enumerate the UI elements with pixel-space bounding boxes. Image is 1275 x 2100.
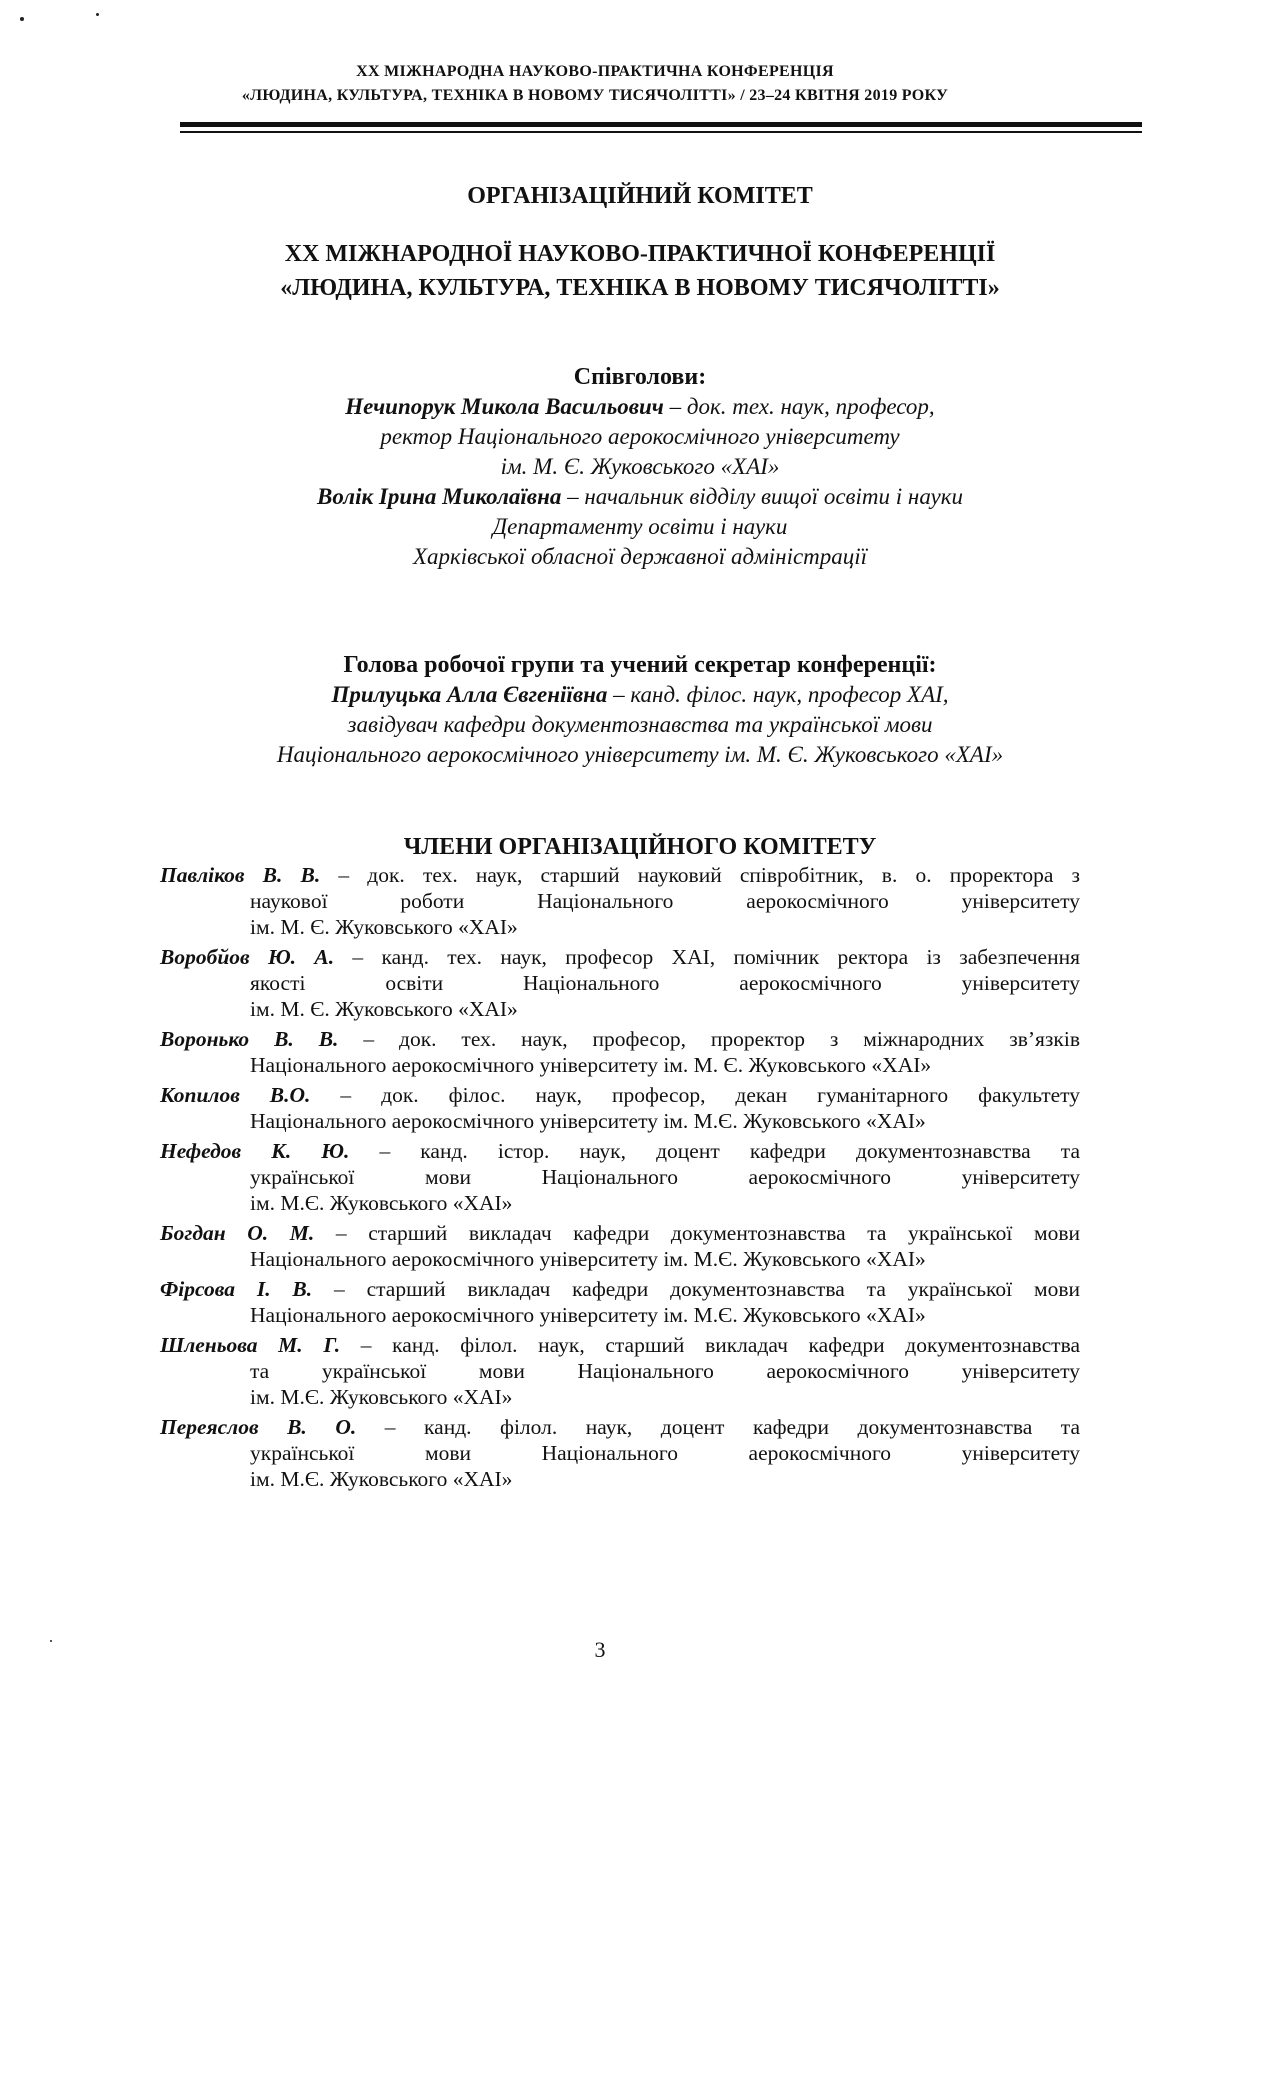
running-header-line-2: «ЛЮДИНА, КУЛЬТУРА, ТЕХНІКА В НОВОМУ ТИСЯЧОЛІТТІ» / 23–24 КВІТНЯ 2019 РОКУ bbox=[241, 87, 949, 104]
conference-title-line-1: XX МІЖНАРОДНОЇ НАУКОВО-ПРАКТИЧНОЇ КОНФЕРЕНЦІЇ bbox=[284, 241, 996, 267]
chair-1-line-3: ім. М. Є. Жуковського «ХАІ» bbox=[500, 454, 780, 479]
member-name: Богдан О. М. bbox=[160, 1221, 315, 1245]
member-entry bbox=[150, 1276, 1080, 1328]
member-title: – канд. філол. наук, доцент кафедри документознавства та bbox=[356, 1415, 1080, 1439]
member-continuation: наукової роботи Національного аерокосмічного університету bbox=[250, 889, 1080, 913]
member-name: Воронько В. В. bbox=[160, 1027, 339, 1051]
member-name: Фірсова І. В. bbox=[160, 1277, 313, 1301]
member-title: – старший викладач кафедри документознавства та української мови bbox=[312, 1277, 1080, 1301]
scan-speck bbox=[96, 13, 99, 16]
member-entry bbox=[150, 944, 1080, 1022]
member-first-line bbox=[150, 1414, 1080, 1440]
member-name: Переяслов В. О. bbox=[160, 1415, 357, 1439]
workgroup-line-3: Національного аерокосмічного університету ім. М. Є. Жуковського «ХАІ» bbox=[276, 742, 1004, 767]
member-title: – док. тех. наук, професор, проректор з міжнародних зв’язків bbox=[338, 1027, 1080, 1051]
cochairs-section bbox=[140, 362, 1140, 572]
chair-2-line-1 bbox=[140, 482, 1140, 512]
member-title: – канд. тех. наук, професор ХАІ, помічник ректора із забезпечення bbox=[334, 945, 1080, 969]
header-rule-thick bbox=[180, 122, 1142, 127]
member-continuation: української мови Національного аерокосмічного університету bbox=[250, 1441, 1080, 1465]
chair-2-name: Волік Ірина Миколаївна bbox=[317, 484, 562, 509]
workgroup-line-1 bbox=[140, 680, 1140, 710]
member-entry bbox=[150, 1026, 1080, 1078]
chair-2-line-2: Департаменту освіти і науки bbox=[492, 514, 788, 539]
scan-speck bbox=[20, 17, 24, 21]
member-continuation: Національного аерокосмічного університету ім. М. Є. Жуковського «ХАІ» bbox=[250, 1053, 932, 1077]
member-title: – док. тех. наук, старший науковий співробітник, в. о. проректора з bbox=[320, 863, 1080, 887]
member-continuation: української мови Національного аерокосмічного університету bbox=[250, 1165, 1080, 1189]
header-rule-thin bbox=[180, 131, 1142, 133]
committee-title: ОРГАНІЗАЦІЙНИЙ КОМІТЕТ bbox=[467, 183, 813, 209]
members-heading: ЧЛЕНИ ОРГАНІЗАЦІЙНОГО КОМІТЕТУ bbox=[403, 834, 877, 860]
workgroup-heading: Голова робочої групи та учений секретар конференції: bbox=[343, 652, 937, 678]
member-name: Нефедов К. Ю. bbox=[160, 1139, 350, 1163]
running-header-line-1: XX МІЖНАРОДНА НАУКОВО-ПРАКТИЧНА КОНФЕРЕНЦІЯ bbox=[356, 63, 834, 80]
workgroup-section bbox=[140, 650, 1140, 770]
member-first-line bbox=[150, 1026, 1080, 1052]
member-continuation: ім. М.Є. Жуковського «ХАІ» bbox=[250, 1191, 513, 1215]
member-continuation: Національного аерокосмічного університету ім. М.Є. Жуковського «ХАІ» bbox=[250, 1247, 926, 1271]
member-entry bbox=[150, 1082, 1080, 1134]
member-continuation: та української мови Національного аерокосмічного університету bbox=[250, 1359, 1080, 1383]
member-first-line bbox=[150, 1332, 1080, 1358]
chair-1-line-1 bbox=[140, 392, 1140, 422]
member-entry bbox=[150, 862, 1080, 940]
member-entry bbox=[150, 1138, 1080, 1216]
cochairs-heading: Співголови: bbox=[573, 364, 707, 390]
workgroup-line-2: завідувач кафедри документознавства та української мови bbox=[347, 712, 933, 737]
member-entry bbox=[150, 1220, 1080, 1272]
member-first-line bbox=[150, 1082, 1080, 1108]
member-entry bbox=[150, 1414, 1080, 1492]
member-first-line bbox=[150, 1276, 1080, 1302]
workgroup-head-name: Прилуцька Алла Євгеніївна bbox=[331, 682, 608, 707]
members-list bbox=[150, 862, 1080, 1496]
conference-title-line-2: «ЛЮДИНА, КУЛЬТУРА, ТЕХНІКА В НОВОМУ ТИСЯЧОЛІТТІ» bbox=[280, 275, 1000, 301]
member-name: Воробйов Ю. А. bbox=[160, 945, 335, 969]
member-name: Шленьова М. Г. bbox=[160, 1333, 341, 1357]
member-name: Павліков В. В. bbox=[160, 863, 321, 887]
member-first-line bbox=[150, 944, 1080, 970]
running-header bbox=[175, 60, 1015, 108]
member-entry bbox=[150, 1332, 1080, 1410]
chair-2-title: – начальник відділу вищої освіти і науки bbox=[561, 484, 963, 509]
member-continuation: ім. М. Є. Жуковського «ХАІ» bbox=[250, 997, 518, 1021]
page-number: 3 bbox=[594, 1637, 606, 1662]
chair-1-line-2: ректор Національного аерокосмічного університету bbox=[380, 424, 900, 449]
chair-1-title: – док. тех. наук, професор, bbox=[663, 394, 935, 419]
member-name: Копилов В.О. bbox=[160, 1083, 311, 1107]
member-title: – док. філос. наук, професор, декан гуманітарного факультету bbox=[310, 1083, 1081, 1107]
member-continuation: Національного аерокосмічного університету ім. М.Є. Жуковського «ХАІ» bbox=[250, 1303, 926, 1327]
member-continuation: ім. М.Є. Жуковського «ХАІ» bbox=[250, 1467, 513, 1491]
workgroup-head-title: – канд. філос. наук, професор ХАІ, bbox=[607, 682, 949, 707]
member-title: – канд. істор. наук, доцент кафедри документознавства та bbox=[349, 1139, 1080, 1163]
member-first-line bbox=[150, 862, 1080, 888]
chair-2-line-3: Харківської обласної державної адміністрації bbox=[412, 544, 868, 569]
member-title: – старший викладач кафедри документознавства та української мови bbox=[314, 1221, 1080, 1245]
member-first-line bbox=[150, 1138, 1080, 1164]
member-title: – канд. філол. наук, старший викладач кафедри документознавства bbox=[340, 1333, 1080, 1357]
conference-title bbox=[140, 237, 1140, 305]
member-continuation: ім. М.Є. Жуковського «ХАІ» bbox=[250, 1385, 513, 1409]
member-continuation: Національного аерокосмічного університету ім. М.Є. Жуковського «ХАІ» bbox=[250, 1109, 926, 1133]
member-continuation: якості освіти Національного аерокосмічного університету bbox=[250, 971, 1080, 995]
member-first-line bbox=[150, 1220, 1080, 1246]
member-continuation: ім. М. Є. Жуковського «ХАІ» bbox=[250, 915, 518, 939]
chair-1-name: Нечипорук Микола Васильович bbox=[345, 394, 664, 419]
